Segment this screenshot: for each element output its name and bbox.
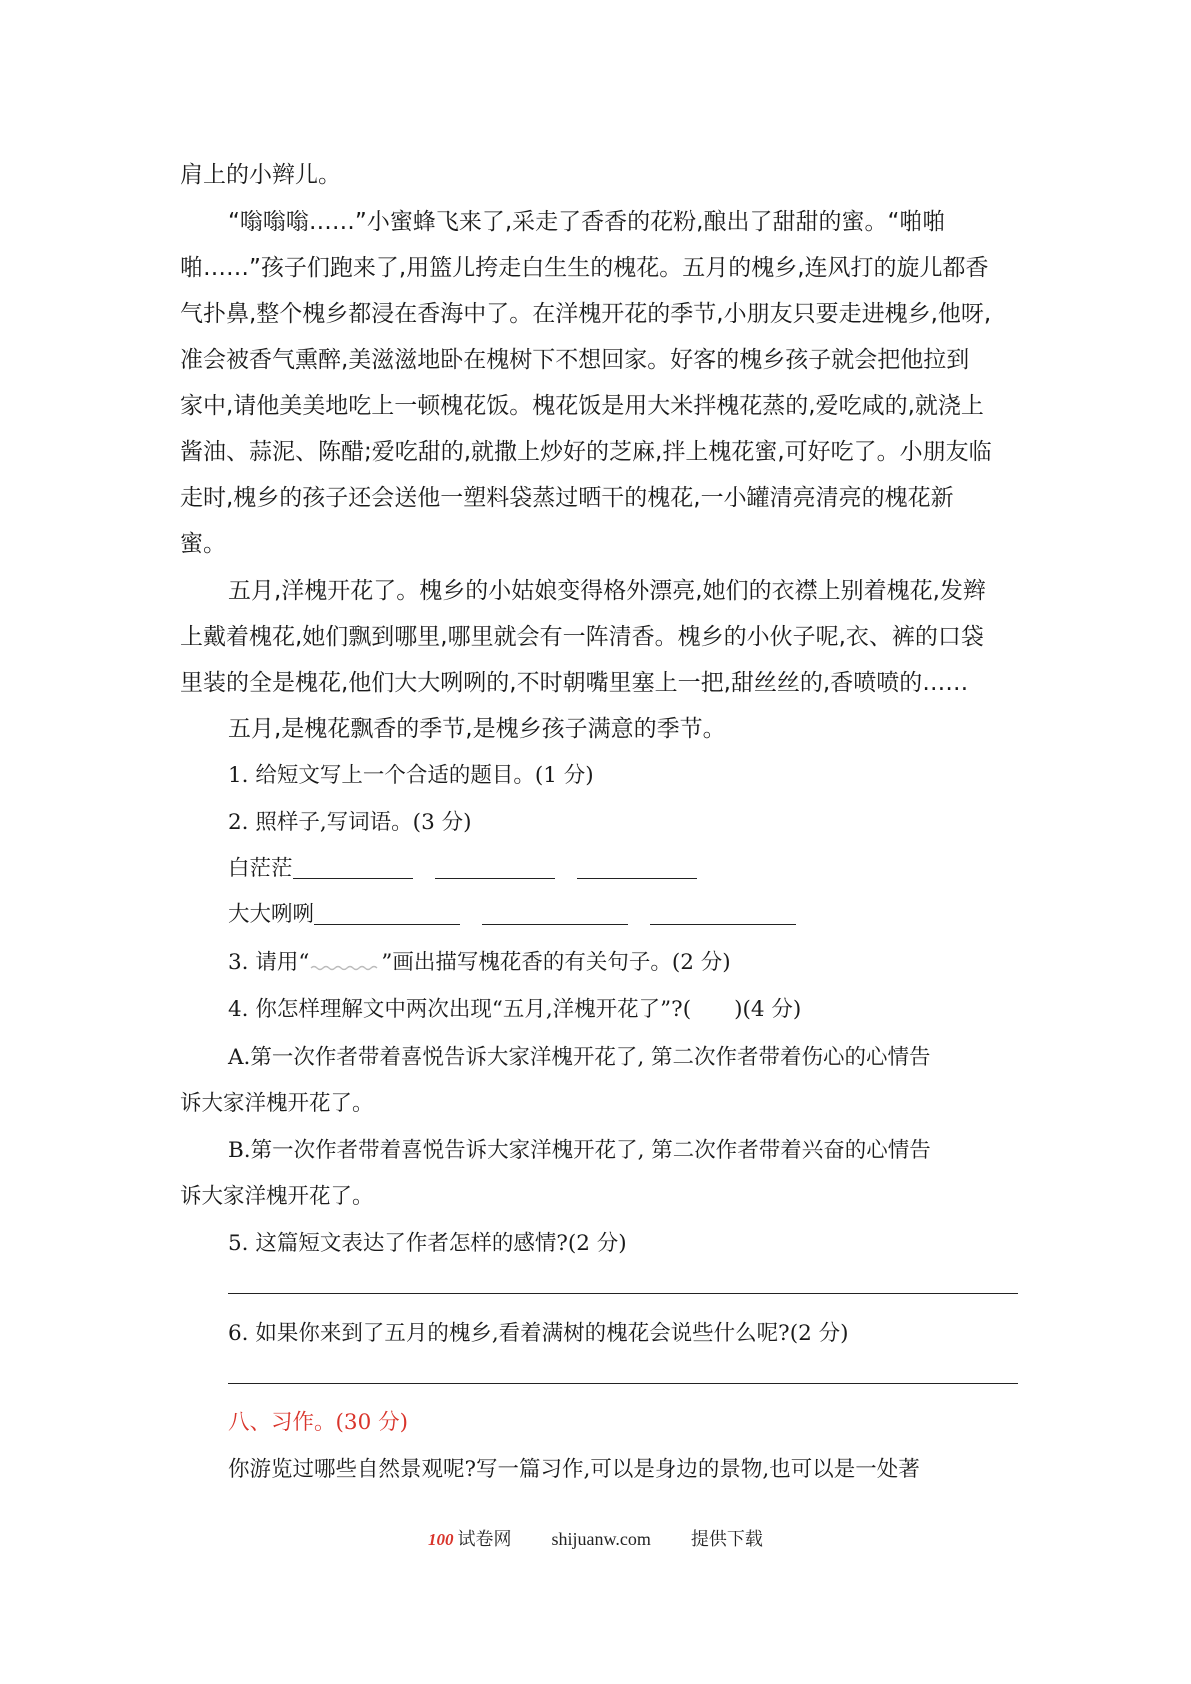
option-a-line: 诉大家洋槐开花了。 [180,1091,374,1116]
section-heading: 八、习作。(30 分) [228,1410,408,1435]
passage-line: 蜜。 [180,531,226,557]
answer-blank[interactable] [435,852,555,879]
answer-blank[interactable] [482,898,628,925]
question-3: 3. 请用“ ”画出描写槐花香的有关句子。(2 分) [228,950,731,975]
answer-line[interactable] [228,1293,1018,1294]
passage-line: 啪……”孩子们跑来了,用篮儿挎走白生生的槐花。五月的槐乡,连风打的旋儿都香 [180,255,989,281]
passage-line: 上戴着槐花,她们飘到哪里,哪里就会有一阵清香。槐乡的小伙子呢,衣、裤的口袋 [180,624,984,650]
passage-line: 气扑鼻,整个槐乡都浸在香海中了。在洋槐开花的季节,小朋友只要走进槐乡,他呀, [180,301,992,327]
word-row-1 [228,851,697,882]
example-word: 大大咧咧 [228,902,315,927]
site-name: 试卷网 [457,1529,512,1549]
answer-blank[interactable] [577,852,697,879]
passage-line: 肩上的小辫儿。 [180,162,341,188]
site-logo: 100 [428,1530,454,1549]
answer-blank[interactable] [293,852,413,879]
footer-note: 提供下载 [690,1529,763,1549]
passage-line: 酱油、蒜泥、陈醋;爱吃甜的,就撒上炒好的芝麻,拌上槐花蜜,可好吃了。小朋友临 [180,439,992,465]
answer-blank[interactable] [314,898,460,925]
question-5: 5. 这篇短文表达了作者怎样的感情?(2 分) [228,1231,627,1256]
answer-blank[interactable] [650,898,796,925]
option-a-line: A.第一次作者带着喜悦告诉大家洋槐开花了, 第二次作者带着伤心的心情告 [228,1045,931,1070]
composition-prompt: 你游览过哪些自然景观呢?写一篇习作,可以是身边的景物,也可以是一处著 [228,1457,920,1482]
answer-line[interactable] [228,1383,1018,1384]
passage-line: 里装的全是槐花,他们大大咧咧的,不时朝嘴里塞上一把,甜丝丝的,香喷喷的…… [180,670,969,696]
option-b-line: 诉大家洋槐开花了。 [180,1184,374,1209]
wavy-underline-icon [309,952,381,972]
question-1: 1. 给短文写上一个合适的题目。(1 分) [228,763,594,788]
passage-line: 家中,请他美美地吃上一顿槐花饭。槐花饭是用大米拌槐花蒸的,爱吃咸的,就浇上 [180,393,984,419]
question-6: 6. 如果你来到了五月的槐乡,看着满树的槐花会说些什么呢?(2 分) [228,1321,849,1346]
question-4: 4. 你怎样理解文中两次出现“五月,洋槐开花了”?( )(4 分) [228,997,802,1022]
option-b-line: B.第一次作者带着喜悦告诉大家洋槐开花了, 第二次作者带着兴奋的心情告 [228,1138,931,1163]
passage-line: “嗡嗡嗡……”小蜜蜂飞来了,采走了香香的花粉,酿出了甜甜的蜜。“啪啪 [228,209,946,235]
example-word: 白茫茫 [228,856,293,881]
word-row-2 [228,897,796,928]
passage-line: 走时,槐乡的孩子还会送他一塑料袋蒸过晒干的槐花,一小罐清亮清亮的槐花新 [180,485,954,511]
site-domain[interactable]: shijuanw.com [551,1529,651,1549]
footer [428,1525,763,1551]
passage-line: 五月,洋槐开花了。槐乡的小姑娘变得格外漂亮,她们的衣襟上别着槐花,发辫 [228,578,986,604]
passage-line: 准会被香气熏醉,美滋滋地卧在槐树下不想回家。好客的槐乡孩子就会把他拉到 [180,347,970,373]
passage-line: 五月,是槐花飘香的季节,是槐乡孩子满意的季节。 [228,716,726,742]
question-2: 2. 照样子,写词语。(3 分) [228,810,472,835]
